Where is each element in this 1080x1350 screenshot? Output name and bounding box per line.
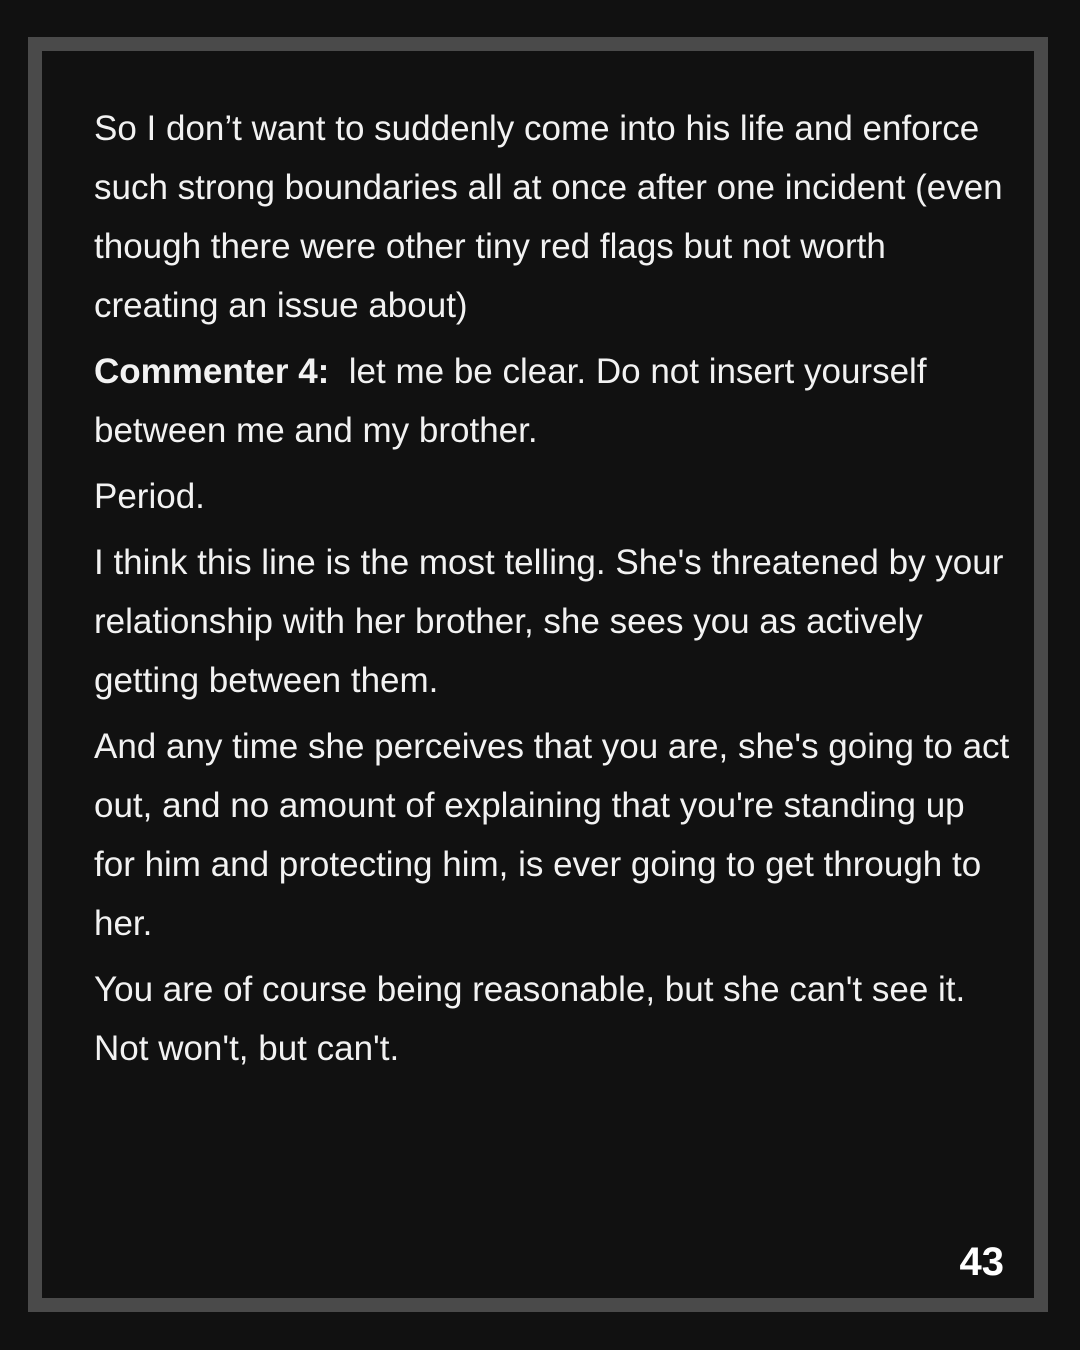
page-number: 43: [959, 1240, 1004, 1284]
paragraph-text: I think this line is the most telling. She's threatened by your relationship with her brother, she sees you as actively getting between them.: [94, 543, 1004, 700]
paragraph-4: [94, 533, 1014, 710]
paragraph-text: let me be clear. Do not insert yourself between me and my brother.: [94, 352, 927, 450]
paragraph-text: Period.: [94, 477, 205, 516]
paragraph-3: [94, 467, 1014, 526]
commenter-label: Commenter 4:: [94, 352, 330, 391]
text-card: [28, 37, 1048, 1312]
paragraph-5: [94, 717, 1014, 953]
paragraph-text: And any time she perceives that you are, she's going to act out, and no amount of explaining that you're standing up for him and protecting him, is ever going to get through to her.: [94, 727, 1010, 943]
paragraph-6: [94, 960, 1014, 1078]
card-content: [94, 99, 1014, 1085]
paragraph-1: [94, 99, 1014, 335]
paragraph-2: [94, 342, 1014, 460]
paragraph-text: So I don’t want to suddenly come into his life and enforce such strong boundaries all at once after one incident (even though there were other tiny red flags but not worth creating an issue about): [94, 109, 1003, 325]
paragraph-text: You are of course being reasonable, but she can't see it. Not won't, but can't.: [94, 970, 966, 1068]
